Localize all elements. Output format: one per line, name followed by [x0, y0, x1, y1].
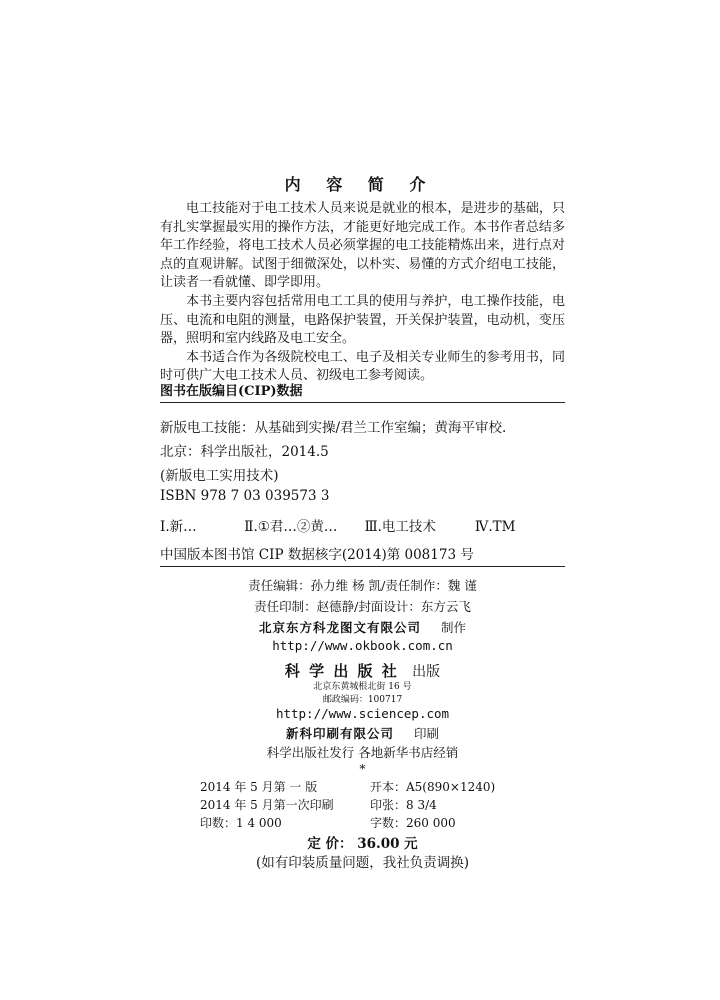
publisher-role: 出版 [412, 664, 441, 680]
printer-role: 印刷 [413, 726, 439, 741]
printer-line [160, 724, 565, 742]
cip-title-line: 新版电工技能：从基础到实操/君兰工作室编；黄海平审校. [160, 420, 507, 436]
spec-printing: 2014 年 5 月第一次印刷 [200, 798, 334, 812]
cip-record-number: 中国版本图书馆 CIP 数据核字(2014)第 008173 号 [160, 547, 474, 563]
quality-note: (如有印装质量问题，我社负责调换) [255, 855, 470, 871]
spec-format: 开本：A5(890×1240) [370, 780, 496, 794]
summary-paragraph-3: 本书适合作为各级院校电工、电子及相关专业师生的参考用书，同时可供广大电工技术人员、初级电工参考阅读。 [160, 349, 565, 384]
publisher-url: http://www.sciencep.com [275, 706, 450, 721]
publisher-name: 科 学 出 版 社 [284, 662, 399, 680]
cip-classification [160, 515, 516, 535]
summary-paragraph-2: 本书主要内容包括常用电工工具的使用与养护，电工操作技能，电压、电流和电阻的测量，电路保护装置，开关保护装置，电动机，变压器，照明和室内线路及电工安全。 [160, 293, 565, 347]
publisher-line [160, 660, 565, 681]
cip-top-divider [160, 402, 565, 403]
publisher-postcode: 邮政编码：100717 [322, 695, 403, 705]
spec-edition: 2014 年 5 月第 一 版 [200, 780, 318, 794]
credits-editors: 责任编辑：孙力维 杨 凯/责任制作：魏 谨 [248, 578, 477, 593]
publisher-address: 北京东黄城根北街 16 号 [313, 682, 412, 692]
cip-heading: 图书在版编目(CIP)数据 [160, 384, 303, 399]
cip-publisher-line: 北京：科学出版社，2014.5 [160, 444, 329, 460]
spec-copies: 印数：1 4 000 [200, 816, 282, 830]
producer-url: http://www.okbook.com.cn [272, 638, 453, 653]
spec-sheets: 印张：8 3/4 [370, 798, 437, 812]
producer-line [160, 618, 565, 636]
summary-body [160, 200, 565, 386]
cip-bottom-divider [160, 566, 565, 567]
cip-class-2: Ⅱ.①君…②黄… [244, 519, 338, 535]
producer-name: 北京东方科龙图文有限公司 [259, 620, 422, 635]
separator-star: * [359, 761, 366, 776]
credits-print-design: 责任印制：赵德静/封面设计：东方云飞 [254, 599, 471, 614]
spec-words: 字数：260 000 [370, 816, 456, 830]
printer-name: 新科印刷有限公司 [286, 726, 395, 741]
producer-role: 制作 [440, 620, 466, 635]
cip-series-line: (新版电工实用技术) [160, 468, 279, 484]
distribution-line: 科学出版社发行 各地新华书店经销 [266, 745, 459, 760]
cip-class-4: Ⅳ.TM [474, 519, 516, 535]
price-line: 定 价： 36.00 元 [307, 836, 418, 852]
summary-title: 内 容 简 介 [284, 175, 436, 194]
cip-class-1: Ⅰ.新… [160, 519, 197, 535]
cip-class-3: Ⅲ.电工技术 [364, 519, 436, 535]
summary-paragraph-1: 电工技能对于电工技术人员来说是就业的根本，是进步的基础，只有扎实掌握最实用的操作方法，才能更好地完成工作。本书作者总结多年工作经验，将电工技术人员必须掌握的电工技能精炼出来，进行点对点的直观讲解。试图于细微深处，以朴实、易懂的方式介绍电工技能，让读者一看就懂、即学即用。 [160, 201, 565, 291]
cip-isbn: ISBN 978 7 03 039573 3 [160, 488, 330, 504]
